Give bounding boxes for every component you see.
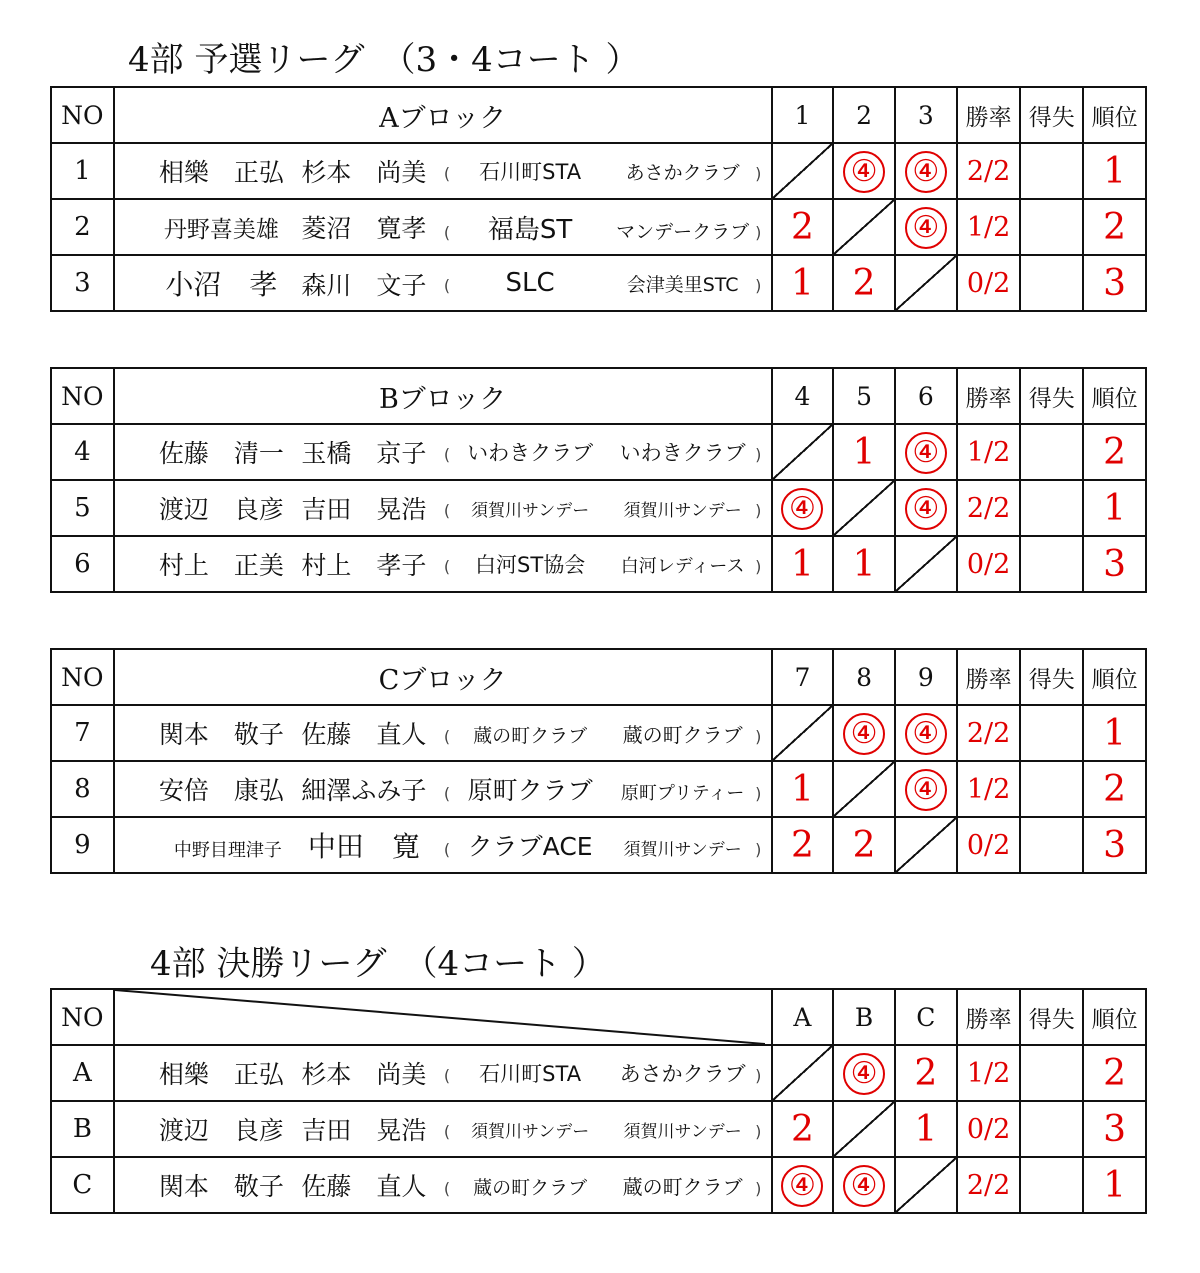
- score-cell: 1: [772, 255, 834, 311]
- diagonal-cell: [772, 705, 834, 761]
- player-2: 菱沼 寛孝: [301, 214, 427, 243]
- row-no: 5: [51, 480, 114, 536]
- win-rate: 1/2: [957, 1045, 1021, 1101]
- win-rate: 2/2: [957, 480, 1021, 536]
- pair-cell: 渡辺 良彦 吉田 晃浩 ( 須賀川サンデー 須賀川サンデー ): [114, 1101, 772, 1157]
- score-cell: 2: [772, 1101, 834, 1157]
- header-diagonal-cell: [114, 989, 772, 1045]
- rank: 3: [1083, 1101, 1146, 1157]
- win-rate: 0/2: [957, 1101, 1021, 1157]
- win-rate: 0/2: [957, 255, 1021, 311]
- rate-header: 勝率: [957, 989, 1021, 1045]
- col-header: 8: [833, 649, 895, 705]
- row-no: 3: [51, 255, 114, 311]
- club-1: 石川町STA: [479, 160, 582, 184]
- point-diff: [1020, 1157, 1083, 1213]
- block-name: Bブロック: [114, 368, 772, 424]
- row-no: 2: [51, 199, 114, 255]
- player-1: 渡辺 良彦: [158, 495, 284, 524]
- no-header: NO: [51, 87, 114, 143]
- row-no: 4: [51, 424, 114, 480]
- win-rate: 0/2: [957, 817, 1021, 873]
- player-1: 小沼 孝: [165, 268, 278, 301]
- table-row: [51, 536, 1146, 592]
- player-1: 関本 敬子: [158, 720, 284, 749]
- score-cell: ④: [833, 1157, 895, 1213]
- rank: 1: [1083, 480, 1146, 536]
- score-cell: ④: [833, 1045, 895, 1101]
- table-header-row: [51, 368, 1146, 424]
- club-2: マンデークラブ: [616, 220, 750, 243]
- score-cell: 1: [772, 536, 834, 592]
- rank: 3: [1083, 536, 1146, 592]
- final-table: [50, 988, 1147, 1214]
- header-diagonal-line: [115, 990, 765, 1044]
- rank: 2: [1083, 1045, 1146, 1101]
- col-header: 5: [833, 368, 895, 424]
- score-cell: 1: [895, 1101, 957, 1157]
- diagonal-cell: [833, 1101, 895, 1157]
- col-header: 3: [895, 87, 957, 143]
- score-cell: ④: [833, 143, 895, 199]
- rank: 3: [1083, 255, 1146, 311]
- player-2: 杉本 尚美: [301, 158, 427, 187]
- score-cell: ④: [772, 1157, 834, 1213]
- point-diff: [1020, 143, 1083, 199]
- rank-header: 順位: [1083, 368, 1146, 424]
- club-1: 須賀川サンデー: [471, 500, 590, 521]
- rank: 1: [1083, 1157, 1146, 1213]
- pair-cell: 佐藤 清一 玉橋 京子 ( いわきクラブ いわきクラブ ): [114, 424, 772, 480]
- diagonal-cell: [833, 480, 895, 536]
- block-table-a: [50, 86, 1147, 312]
- col-header: 2: [833, 87, 895, 143]
- score-cell: 2: [833, 817, 895, 873]
- row-no: B: [51, 1101, 114, 1157]
- rank: 2: [1083, 424, 1146, 480]
- table-header-row: [51, 989, 1146, 1045]
- block-table-c: [50, 648, 1147, 874]
- win-rate: 1/2: [957, 424, 1021, 480]
- table-row: [51, 1101, 1146, 1157]
- table-row: [51, 143, 1146, 199]
- score-cell: 1: [772, 761, 834, 817]
- col-header: 7: [772, 649, 834, 705]
- table-row: [51, 255, 1146, 311]
- rate-header: 勝率: [957, 87, 1021, 143]
- club-1: 須賀川サンデー: [471, 1121, 590, 1142]
- pair-cell: 関本 敬子 佐藤 直人 ( 蔵の町クラブ 蔵の町クラブ ): [114, 1157, 772, 1213]
- club-1: 福島ST: [487, 214, 573, 245]
- player-2: 森川 文子: [301, 271, 427, 300]
- rank-header: 順位: [1083, 649, 1146, 705]
- player-2: 佐藤 直人: [301, 720, 427, 749]
- diff-header: 得失: [1020, 368, 1083, 424]
- table-row: [51, 199, 1146, 255]
- pair-cell: 村上 正美 村上 孝子 ( 白河ST協会 白河レディース ): [114, 536, 772, 592]
- pair-cell: 丹野喜美雄 菱沼 寛孝 ( 福島ST マンデークラブ ): [114, 199, 772, 255]
- rank-header: 順位: [1083, 87, 1146, 143]
- pair-cell: 相樂 正弘 杉本 尚美 ( 石川町STA あさかクラブ ): [114, 143, 772, 199]
- table-row: [51, 1045, 1146, 1101]
- point-diff: [1020, 480, 1083, 536]
- table-row: [51, 1157, 1146, 1213]
- score-cell: ④: [895, 424, 957, 480]
- win-rate: 1/2: [957, 199, 1021, 255]
- player-1: 関本 敬子: [158, 1172, 284, 1201]
- table-row: [51, 480, 1146, 536]
- table-header-row: [51, 649, 1146, 705]
- player-2: 杉本 尚美: [301, 1060, 427, 1089]
- rate-header: 勝率: [957, 368, 1021, 424]
- club-2: あさかクラブ: [619, 1062, 746, 1086]
- table-row: [51, 761, 1146, 817]
- no-header: NO: [51, 649, 114, 705]
- pair-cell: 関本 敬子 佐藤 直人 ( 蔵の町クラブ 蔵の町クラブ ): [114, 705, 772, 761]
- club-2: 会津美里STC: [626, 274, 739, 296]
- score-cell: 1: [833, 424, 895, 480]
- player-1: 相樂 正弘: [158, 1060, 284, 1089]
- player-1: 村上 正美: [158, 551, 284, 580]
- score-cell: 2: [772, 817, 834, 873]
- score-cell: 2: [833, 255, 895, 311]
- table-row: [51, 817, 1146, 873]
- point-diff: [1020, 199, 1083, 255]
- diff-header: 得失: [1020, 649, 1083, 705]
- player-1: 佐藤 清一: [158, 439, 284, 468]
- win-rate: 1/2: [957, 761, 1021, 817]
- win-rate: 0/2: [957, 536, 1021, 592]
- club-2: 原町プリティー: [620, 783, 745, 804]
- row-no: 9: [51, 817, 114, 873]
- pair-cell: 中野目理津子 中田 寛 ( クラブACE 須賀川サンデー ): [114, 817, 772, 873]
- club-2: 白河レディース: [620, 556, 745, 577]
- row-no: 8: [51, 761, 114, 817]
- score-cell: 1: [833, 536, 895, 592]
- club-1: 蔵の町クラブ: [473, 1176, 588, 1199]
- club-2: 須賀川サンデー: [623, 840, 742, 860]
- no-header: NO: [51, 989, 114, 1045]
- club-2: あさかクラブ: [625, 162, 740, 184]
- rank-header: 順位: [1083, 989, 1146, 1045]
- diff-header: 得失: [1020, 989, 1083, 1045]
- row-no: 6: [51, 536, 114, 592]
- win-rate: 2/2: [957, 143, 1021, 199]
- score-cell: ④: [895, 143, 957, 199]
- score-cell: ④: [833, 705, 895, 761]
- win-rate: 2/2: [957, 705, 1021, 761]
- score-cell: ④: [895, 199, 957, 255]
- table-header-row: [51, 87, 1146, 143]
- player-2: 玉橋 京子: [301, 439, 427, 468]
- row-no: C: [51, 1157, 114, 1213]
- row-no: 7: [51, 705, 114, 761]
- rank: 2: [1083, 199, 1146, 255]
- diagonal-cell: [772, 1045, 834, 1101]
- club-1: 石川町STA: [479, 1062, 582, 1086]
- player-2: 吉田 晃浩: [301, 1116, 427, 1145]
- club-2: 蔵の町クラブ: [622, 722, 743, 747]
- no-header: NO: [51, 368, 114, 424]
- block-name: Aブロック: [114, 87, 772, 143]
- win-rate: 2/2: [957, 1157, 1021, 1213]
- club-2: 須賀川サンデー: [623, 1121, 742, 1142]
- col-header: B: [833, 989, 895, 1045]
- score-cell: ④: [772, 480, 834, 536]
- player-1: 安倍 康弘: [158, 776, 284, 805]
- club-2: いわきクラブ: [619, 441, 746, 465]
- point-diff: [1020, 536, 1083, 592]
- diff-header: 得失: [1020, 87, 1083, 143]
- point-diff: [1020, 424, 1083, 480]
- diagonal-cell: [772, 424, 834, 480]
- club-1: 原町クラブ: [467, 776, 593, 805]
- score-cell: 2: [772, 199, 834, 255]
- player-2: 吉田 晃浩: [301, 495, 427, 524]
- club-2: 須賀川サンデー: [623, 500, 742, 521]
- diagonal-cell: [895, 536, 957, 592]
- table-row: [51, 705, 1146, 761]
- row-no: 1: [51, 143, 114, 199]
- rank: 2: [1083, 761, 1146, 817]
- point-diff: [1020, 761, 1083, 817]
- point-diff: [1020, 817, 1083, 873]
- pair-cell: 渡辺 良彦 吉田 晃浩 ( 須賀川サンデー 須賀川サンデー ): [114, 480, 772, 536]
- block-name: Cブロック: [114, 649, 772, 705]
- point-diff: [1020, 255, 1083, 311]
- diagonal-cell: [833, 199, 895, 255]
- score-cell: ④: [895, 705, 957, 761]
- club-1: 蔵の町クラブ: [473, 724, 588, 747]
- col-header: 1: [772, 87, 834, 143]
- diagonal-cell: [895, 817, 957, 873]
- score-cell: ④: [895, 761, 957, 817]
- player-2: 細澤ふみ子: [301, 776, 427, 805]
- col-header: 4: [772, 368, 834, 424]
- player-1: 相樂 正弘: [158, 158, 284, 187]
- player-2: 中田 寛: [307, 830, 420, 863]
- player-2: 佐藤 直人: [301, 1172, 427, 1201]
- point-diff: [1020, 1101, 1083, 1157]
- rank: 3: [1083, 817, 1146, 873]
- final-title: 4部 決勝リーグ （4コート ）: [150, 944, 606, 984]
- col-header: 9: [895, 649, 957, 705]
- table-row: [51, 424, 1146, 480]
- diagonal-cell: [895, 1157, 957, 1213]
- club-1: いわきクラブ: [467, 441, 594, 465]
- pair-cell: 小沼 孝 森川 文子 ( SLC 会津美里STC ): [114, 255, 772, 311]
- diagonal-cell: [895, 255, 957, 311]
- rate-header: 勝率: [957, 649, 1021, 705]
- pair-cell: 安倍 康弘 細澤ふみ子 ( 原町クラブ 原町プリティー ): [114, 761, 772, 817]
- rank: 1: [1083, 143, 1146, 199]
- point-diff: [1020, 1045, 1083, 1101]
- player-1: 丹野喜美雄: [163, 217, 279, 243]
- club-1: SLC: [505, 268, 555, 298]
- col-header: C: [895, 989, 957, 1045]
- diagonal-cell: [772, 143, 834, 199]
- player-1: 中野目理津子: [173, 840, 282, 861]
- point-diff: [1020, 705, 1083, 761]
- club-1: クラブACE: [467, 832, 593, 861]
- row-no: A: [51, 1045, 114, 1101]
- score-cell: ④: [895, 480, 957, 536]
- col-header: 6: [895, 368, 957, 424]
- score-cell: 2: [895, 1045, 957, 1101]
- col-header: A: [772, 989, 834, 1045]
- player-1: 渡辺 良彦: [158, 1116, 284, 1145]
- prelim-title: 4部 予選リーグ （3・4コート ）: [128, 40, 640, 80]
- rank: 1: [1083, 705, 1146, 761]
- diagonal-cell: [833, 761, 895, 817]
- club-2: 蔵の町クラブ: [622, 1174, 743, 1199]
- club-1: 白河ST協会: [475, 553, 586, 577]
- block-table-b: [50, 367, 1147, 593]
- pair-cell: 相樂 正弘 杉本 尚美 ( 石川町STA あさかクラブ ): [114, 1045, 772, 1101]
- player-2: 村上 孝子: [301, 551, 427, 580]
